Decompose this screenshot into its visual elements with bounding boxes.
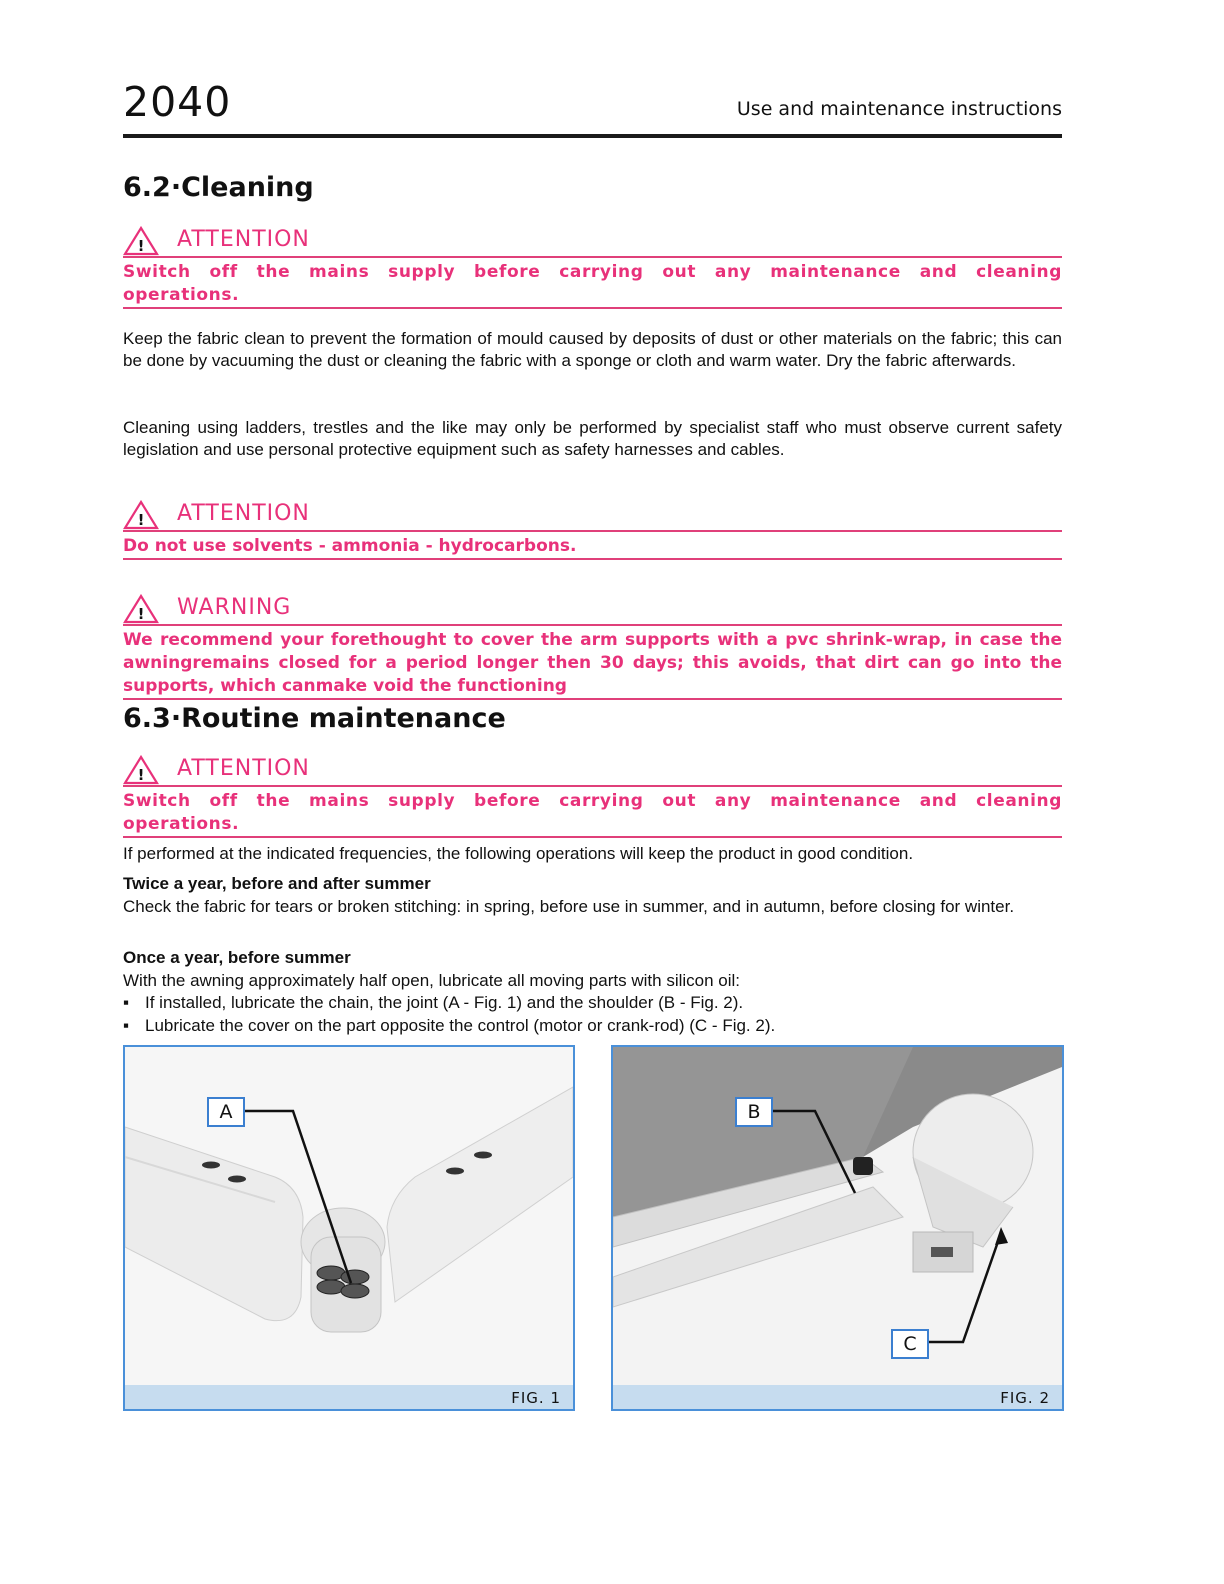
list-item <box>123 1016 775 1036</box>
twice-a-year-text: Check the fabric for tears or broken stitching: in spring, before use in summer, and in autumn, before closing for winter. <box>123 897 1015 916</box>
awning-joint-illustration <box>125 1047 573 1409</box>
attention-title: ATTENTION <box>177 756 310 781</box>
warning-triangle-icon <box>123 500 159 530</box>
warning-triangle-icon <box>123 755 159 785</box>
once-a-year-text: With the awning approximately half open, lubricate all moving parts with silicon oil: <box>123 971 741 990</box>
bullet-icon: ▪ <box>123 993 130 1012</box>
attention-box-cleaning <box>123 226 1062 309</box>
list-item <box>123 993 743 1013</box>
attention-text: Switch off the mains supply before carrying out any maintenance and cleaning operations. <box>123 787 1062 838</box>
warning-text: We recommend your forethought to cover the arm supports with a pvc shrink-wrap, in case the awningremains closed for a period longer then 30 days; this avoids, that dirt can go into the supports, which canmake void the functioning <box>123 626 1062 700</box>
attention-title: ATTENTION <box>177 227 310 252</box>
cleaning-paragraph-2: Cleaning using ladders, trestles and the like may only be performed by specialist staff who must observe current safety legislation and use personal protective equipment such as safety harnesses and cables. <box>123 418 1062 459</box>
svg-text:!: ! <box>137 605 145 623</box>
warning-title: WARNING <box>177 595 292 620</box>
warning-triangle-icon <box>123 226 159 256</box>
figure-1 <box>123 1045 575 1411</box>
warning-box-shrinkwrap <box>123 594 1062 700</box>
figure-2 <box>611 1045 1064 1411</box>
attention-title: ATTENTION <box>177 501 310 526</box>
figure-caption-bar <box>613 1385 1062 1409</box>
cleaning-paragraph-1: Keep the fabric clean to prevent the formation of mould caused by deposits of dust or other materials on the fabric; this can be done by vacuuming the dust or cleaning the fabric with a sponge or cloth and warm water. Dry the fabric afterwards. <box>123 329 1062 370</box>
routine-intro: If performed at the indicated frequencies, the following operations will keep the product in good condition. <box>123 844 914 863</box>
svg-text:!: ! <box>137 766 145 784</box>
model-number: 2040 <box>123 78 232 126</box>
list-item-text: If installed, lubricate the chain, the joint (A - Fig. 1) and the shoulder (B - Fig. 2). <box>145 993 744 1012</box>
callout-label-c: C <box>891 1329 929 1359</box>
attention-box-solvents <box>123 500 1062 560</box>
manual-page <box>123 0 1062 1584</box>
section-title-cleaning: 6.2·Cleaning <box>123 172 314 203</box>
figure-caption: FIG. 2 <box>1000 1389 1050 1407</box>
figure-caption: FIG. 1 <box>511 1389 561 1407</box>
attention-text: Do not use solvents - ammonia - hydrocarbons. <box>123 532 1062 560</box>
document-title: Use and maintenance instructions <box>736 98 1062 120</box>
bullet-icon: ▪ <box>123 1016 130 1035</box>
awning-shoulder-illustration <box>613 1047 1062 1409</box>
attention-text: Switch off the mains supply before carrying out any maintenance and cleaning operations. <box>123 258 1062 309</box>
svg-text:!: ! <box>137 237 145 255</box>
svg-text:!: ! <box>137 511 145 529</box>
attention-box-routine <box>123 755 1062 838</box>
twice-a-year-heading: Twice a year, before and after summer <box>123 874 431 893</box>
callout-label-a: A <box>207 1097 245 1127</box>
section-title-routine-maintenance: 6.3·Routine maintenance <box>123 703 506 734</box>
list-item-text: Lubricate the cover on the part opposite the control (motor or crank-rod) (C - Fig. 2). <box>145 1016 776 1035</box>
callout-label-b: B <box>735 1097 773 1127</box>
page-header <box>123 78 1062 138</box>
once-a-year-heading: Once a year, before summer <box>123 948 351 967</box>
figure-caption-bar <box>125 1385 573 1409</box>
warning-triangle-icon <box>123 594 159 624</box>
